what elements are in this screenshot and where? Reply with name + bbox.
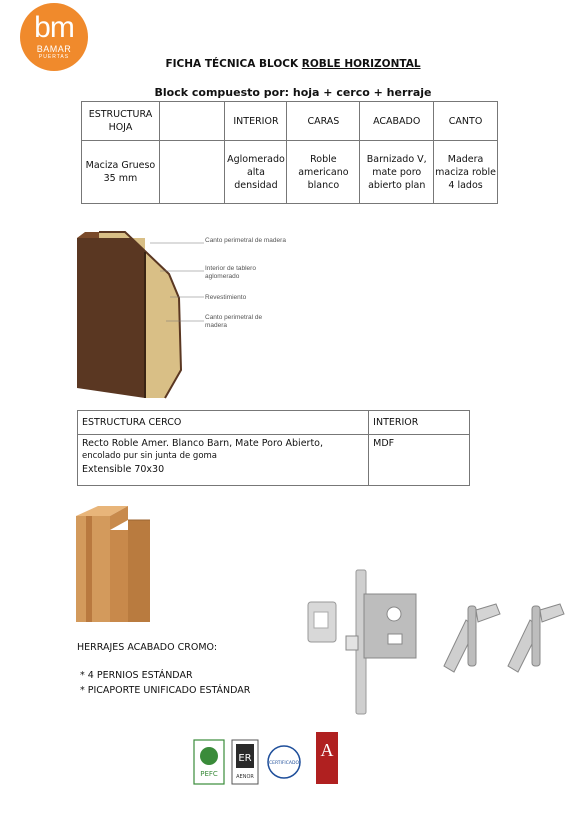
hoja-header-empty: [159, 102, 225, 141]
callout-canto-1: Canto perimetral de madera: [205, 237, 286, 244]
hoja-header-canto: CANTO: [434, 102, 498, 141]
hoja-header-estructura: ESTRUCTURA HOJA: [82, 102, 160, 141]
round-cert-label: CERTIFICADO: [268, 761, 300, 766]
hoja-cell-canto: Madera maciza roble 4 lados: [434, 141, 498, 204]
callout-lines: [150, 235, 210, 335]
cerco-table: [77, 410, 470, 486]
er-label: ER: [238, 753, 252, 764]
aenor-label: AENOR: [236, 774, 254, 780]
callout-revestimiento: Revestimiento: [205, 294, 247, 301]
logo-mark: bm: [34, 11, 74, 44]
a-mark-label: A: [320, 740, 334, 760]
picaporte-lock-illustration: [304, 566, 424, 718]
logo-brand: BAMAR: [36, 44, 72, 54]
hoja-table: [81, 101, 498, 204]
certification-logos: [190, 732, 350, 788]
cerco-line-2: encolado pur sin junta de goma: [82, 451, 218, 461]
cerco-header-interior: INTERIOR: [369, 411, 470, 435]
cerco-cell-interior: MDF: [369, 435, 470, 486]
door-frame-illustration: [70, 502, 156, 626]
herrajes-item-picaporte: * PICAPORTE UNIFICADO ESTÁNDAR: [80, 685, 251, 696]
hoja-cell-caras: Roble americano blanco: [287, 141, 360, 204]
hoja-header-interior: INTERIOR: [225, 102, 287, 141]
logo-sub: PUERTAS: [38, 54, 70, 60]
cerco-cell-estructura: [78, 435, 369, 486]
callout-interior: Interior de tablero aglomerado: [205, 265, 256, 280]
pefc-label: PEFC: [200, 770, 218, 778]
page-title: [0, 58, 586, 70]
pernios-hinges-illustration: [438, 600, 568, 680]
herrajes-item-pernios: * 4 PERNIOS ESTÁNDAR: [80, 670, 193, 681]
certifications-bar: [190, 732, 350, 792]
cerco-header-estructura: ESTRUCTURA CERCO: [78, 411, 369, 435]
hoja-cell-estructura: Maciza Grueso 35 mm: [82, 141, 160, 204]
cerco-line-3: Extensible 70x30: [82, 464, 165, 475]
title-prefix: FICHA TÉCNICA BLOCK: [165, 58, 302, 70]
hoja-cell-interior: Aglomerado alta densidad: [225, 141, 287, 204]
door-face: [77, 238, 145, 398]
hoja-cell-empty: [159, 141, 225, 204]
herrajes-title: HERRAJES ACABADO CROMO:: [77, 642, 218, 653]
hoja-cell-acabado: Barnizado V, mate poro abierto plan: [360, 141, 434, 204]
callout-canto-2: Canto perimetral de madera: [205, 314, 263, 329]
cerco-line-1: Recto Roble Amer. Blanco Barn, Mate Poro Abierto,: [82, 438, 323, 449]
title-underlined: ROBLE HORIZONTAL: [301, 58, 421, 70]
herrajes-list: [80, 668, 250, 698]
hoja-header-acabado: ACABADO: [360, 102, 434, 141]
page-subtitle: Block compuesto por: hoja + cerco + herraje: [154, 86, 432, 99]
hoja-header-caras: CARAS: [287, 102, 360, 141]
